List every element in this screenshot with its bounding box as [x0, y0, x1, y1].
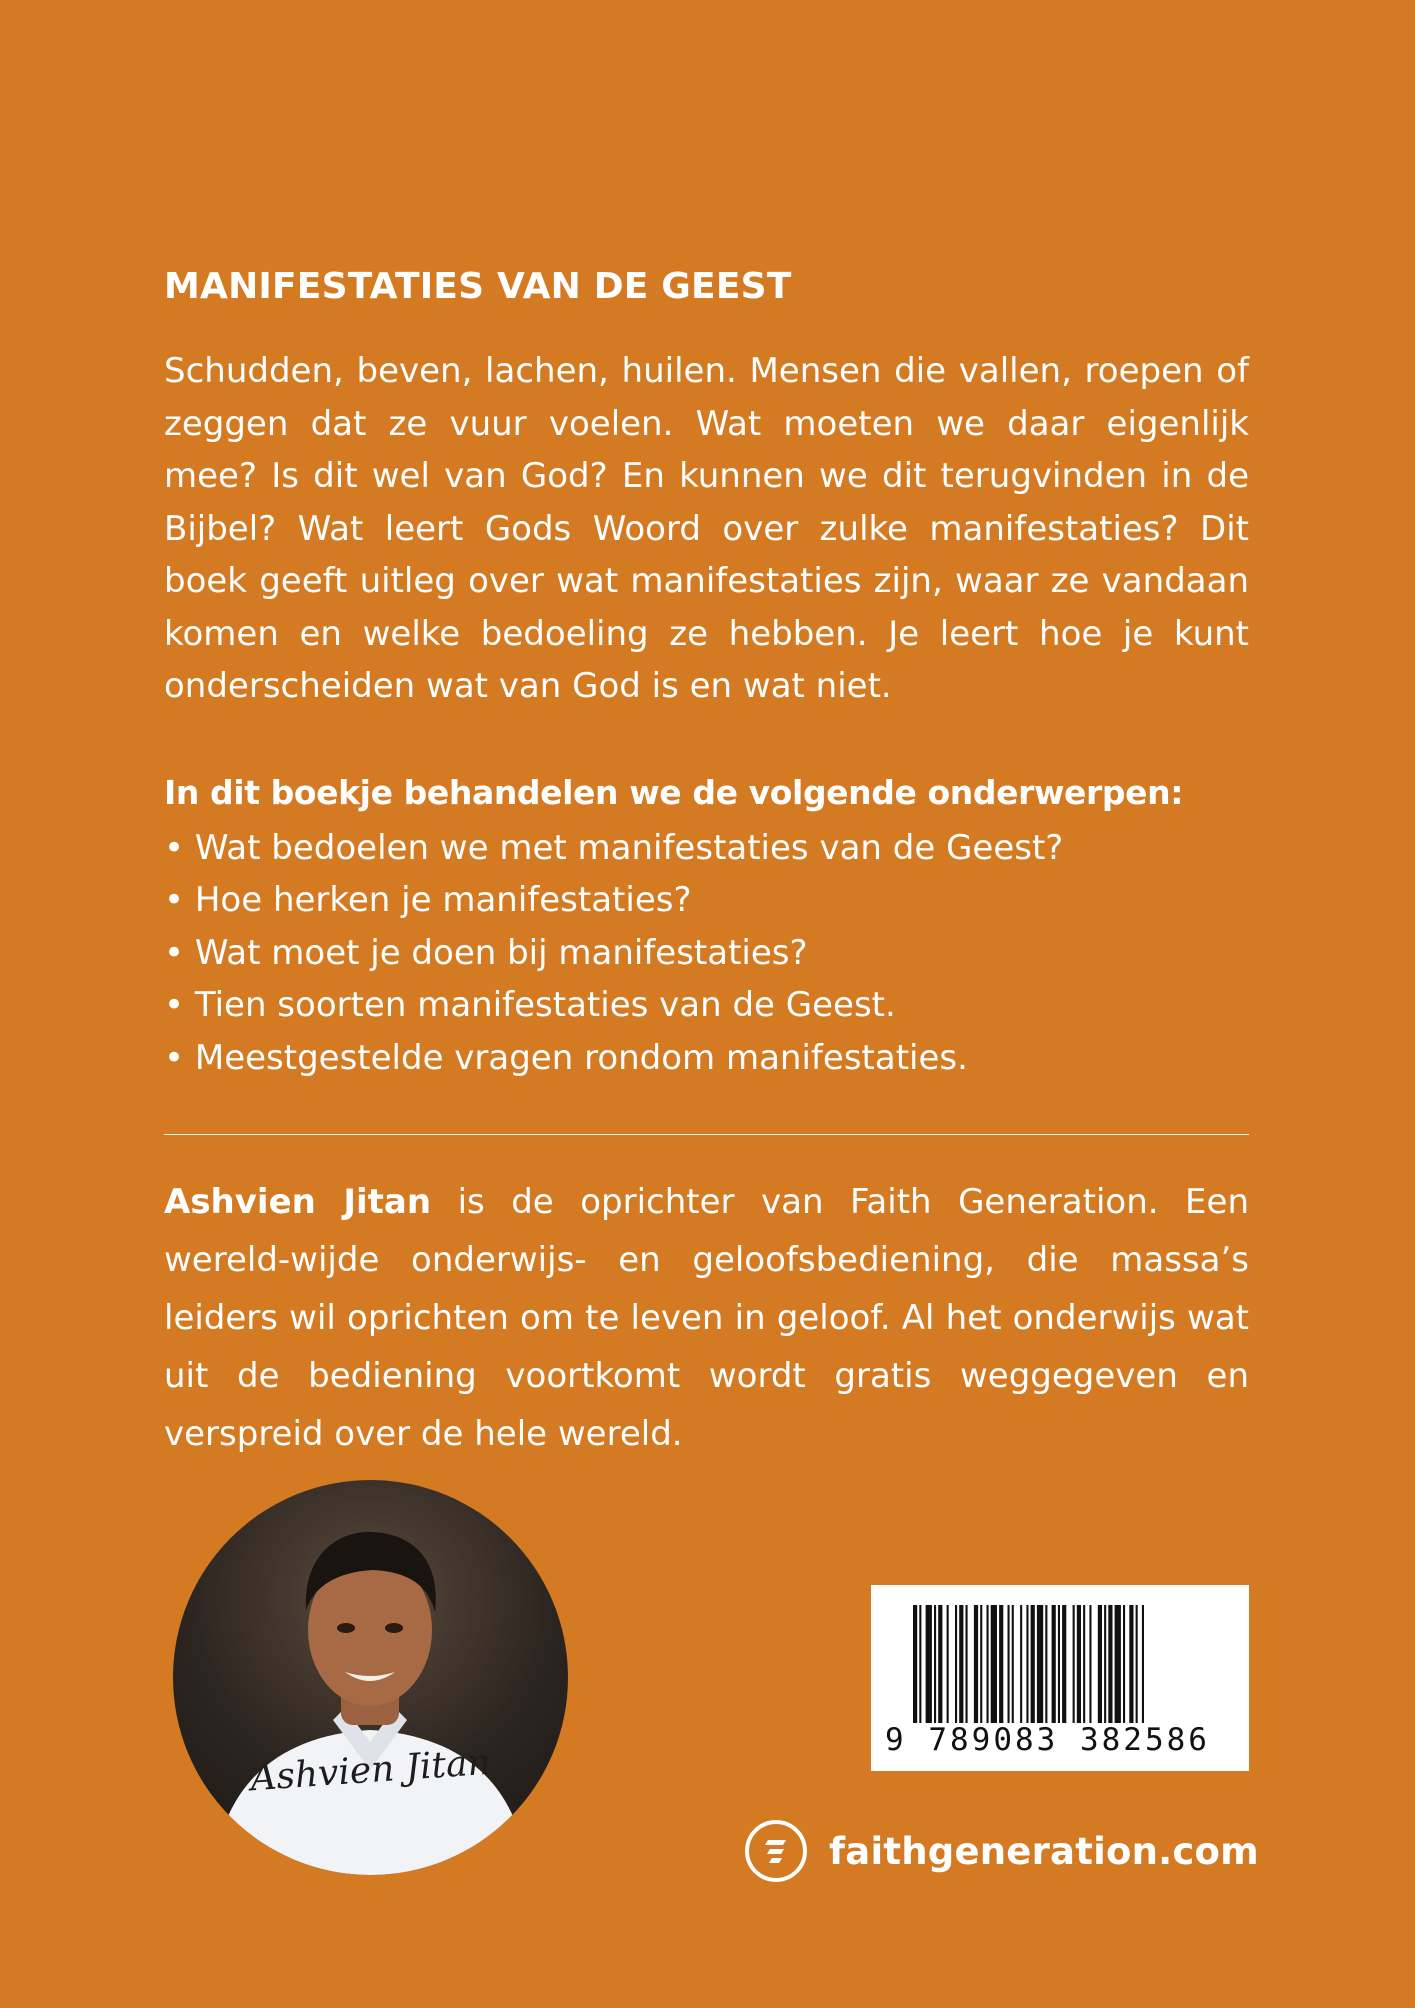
topics-list	[164, 822, 1249, 1085]
website[interactable]	[745, 1820, 1259, 1882]
divider	[164, 1134, 1249, 1135]
topic-item: • Wat moet je doen bij manifestaties?	[164, 932, 808, 973]
book-title: MANIFESTATIES VAN DE GEEST	[164, 266, 792, 307]
photo-signature: Ashvien Jitan	[249, 1741, 492, 1800]
back-cover-text	[164, 262, 1249, 1463]
topic-item: • Hoe herken je manifestaties?	[164, 880, 692, 920]
author-portrait	[173, 1480, 568, 1875]
faith-generation-logo-icon	[745, 1820, 807, 1882]
topic-item: • Meestgestelde vragen rondom manifestaties.	[164, 1037, 968, 1078]
topic-item: • Tien soorten manifestaties van de Geest.	[164, 985, 896, 1025]
barcode-number: 9 789083 382586	[885, 1722, 1210, 1758]
barcode-bars	[893, 1605, 1227, 1723]
topic-item: • Wat bedoelen we met manifestaties van de Geest?	[164, 827, 1064, 868]
author-bio	[164, 1173, 1249, 1463]
isbn-barcode	[871, 1585, 1249, 1771]
author-bio-text: is de oprichter van Faith Generation. Een wereld-wijde onderwijs- en geloofsbediening, die massa’s leiders wil oprichten om te leven in geloof. Al het onderwijs wat uit de bediening voortkomt wordt gratis weggegeven en verspreid over de hele wereld.	[164, 1182, 1249, 1454]
author-name: Ashvien Jitan	[164, 1182, 432, 1222]
intro-paragraph: Schudden, beven, lachen, huilen. Mensen die vallen, roepen of zeggen dat ze vuur voelen. Wat moeten we daar eigenlijk mee? Is dit wel van God? En kunnen we dit terugvinden in de Bijbel? Wat leert Gods Woord over zulke manifestaties? Dit boek geeft uitleg over wat manifestaties zijn, waar ze vandaan komen en welke bedoeling ze hebben. Je leert hoe je kunt onderscheiden wat van God is en wat niet.	[164, 351, 1249, 706]
topics-heading: In dit boekje behandelen we de volgende onderwerpen:	[164, 772, 1184, 812]
website-url[interactable]: faithgeneration.com	[829, 1829, 1259, 1873]
author-photo	[173, 1480, 568, 1875]
